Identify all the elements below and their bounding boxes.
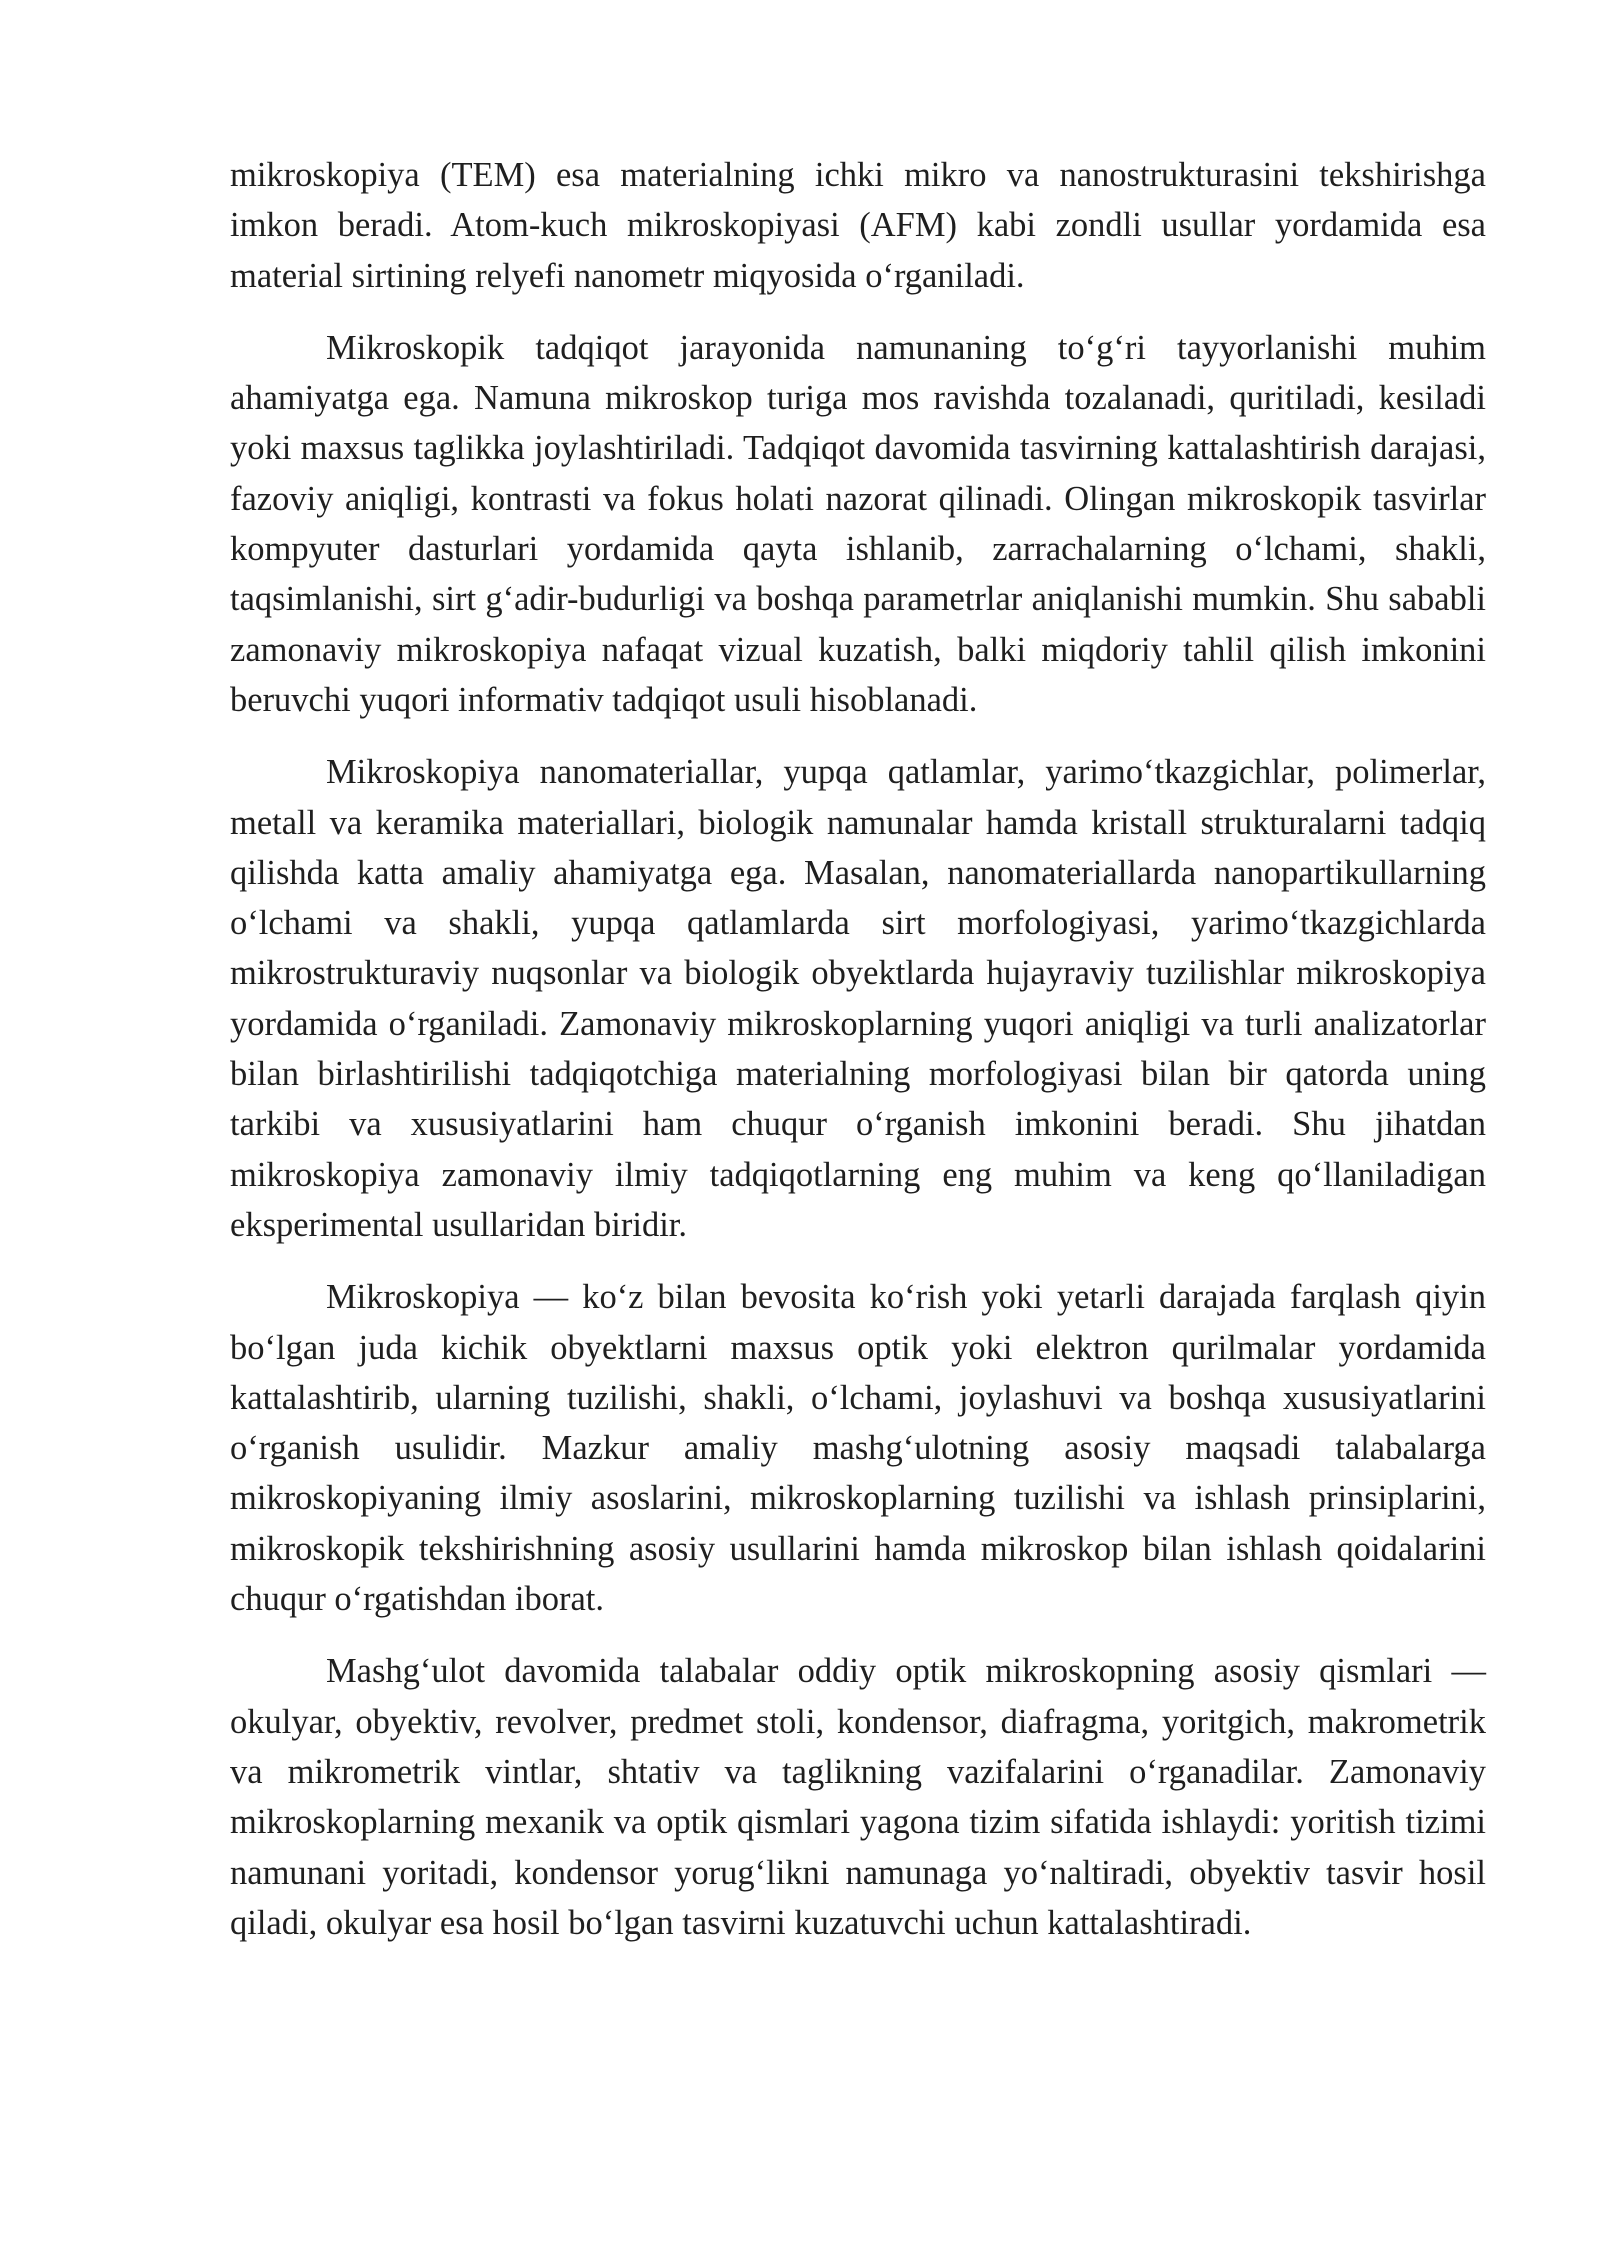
document-body	[230, 150, 1486, 1970]
paragraph-1: mikroskopiya (TEM) esa materialning ichki mikro va nanostrukturasini tekshirishga imkon beradi. Atom-kuch mikroskopiyasi (AFM) kabi zondli usullar yordamida esa material sirtining relyefi nanometr miqyosida o‘rganiladi.	[230, 156, 1486, 295]
paragraph-3: Mikroskopiya nanomateriallar, yupqa qatlamlar, yarimo‘tkazgichlar, polimerlar, metall va keramika materiallari, biologik namunalar hamda kristall strukturalarni tadqiq qilishda katta amaliy ahamiyatga ega. Masalan, nanomateriallarda nanopartikullarning o‘lchami va shakli, yupqa qatlamlarda sirt morfologiyasi, yarimo‘tkazgichlarda mikrostrukturaviy nuqsonlar va biologik obyektlarda hujayraviy tuzilishlar mikroskopiya yordamida o‘rganiladi. Zamonaviy mikroskoplarning yuqori aniqligi va turli analizatorlar bilan birlashtirilishi tadqiqotchiga materialning morfologiyasi bilan bir qatorda uning tarkibi va xususiyatlarini ham chuqur o‘rganish imkonini beradi. Shu jihatdan mikroskopiya zamonaviy ilmiy tadqiqotlarning eng muhim va keng qo‘llaniladigan eksperimental usullaridan biridir.	[230, 753, 1486, 1244]
paragraph-5: Mashg‘ulot davomida talabalar oddiy optik mikroskopning asosiy qismlari — okulyar, obyektiv, revolver, predmet stoli, kondensor, diafragma, yoritgich, makrometrik va mikrometrik vintlar, shtativ va taglikning vazifalarini o‘rganadilar. Zamonaviy mikroskoplarning mexanik va optik qismlari yagona tizim sifatida ishlaydi: yoritish tizimi namunani yoritadi, kondensor yorug‘likni namunaga yo‘naltiradi, obyektiv tasvir hosil qiladi, okulyar esa hosil bo‘lgan tasvirni kuzatuvchi uchun kattalashtiradi.	[230, 1652, 1486, 1942]
paragraph-2: Mikroskopik tadqiqot jarayonida namunaning to‘g‘ri tayyorlanishi muhim ahamiyatga ega. Namuna mikroskop turiga mos ravishda tozalanadi, quritiladi, kesiladi yoki maxsus taglikka joylashtiriladi. Tadqiqot davomida tasvirning kattalashtirish darajasi, fazoviy aniqligi, kontrasti va fokus holati nazorat qilinadi. Olingan mikroskopik tasvirlar kompyuter dasturlari yordamida qayta ishlanib, zarrachalarning o‘lchami, shakli, taqsimlanishi, sirt g‘adir-budurligi va boshqa parametrlar aniqlanishi mumkin. Shu sababli zamonaviy mikroskopiya nafaqat vizual kuzatish, balki miqdoriy tahlil qilish imkonini beruvchi yuqori informativ tadqiqot usuli hisoblanadi.	[230, 328, 1486, 719]
paragraph-4: Mikroskopiya — ko‘z bilan bevosita ko‘rish yoki yetarli darajada farqlash qiyin bo‘lgan juda kichik obyektlarni maxsus optik yoki elektron qurilmalar yordamida kattalashtirib, ularning tuzilishi, shakli, o‘lchami, joylashuvi va boshqa xususiyatlarini o‘rganish usulidir. Mazkur amaliy mashg‘ulotning asosiy maqsadi talabalarga mikroskopiyaning ilmiy asoslarini, mikroskoplarning tuzilishi va ishlash prinsiplarini, mikroskopik tekshirishning asosiy usullarini hamda mikroskop bilan ishlash qoidalarini chuqur o‘rgatishdan iborat.	[230, 1278, 1486, 1619]
